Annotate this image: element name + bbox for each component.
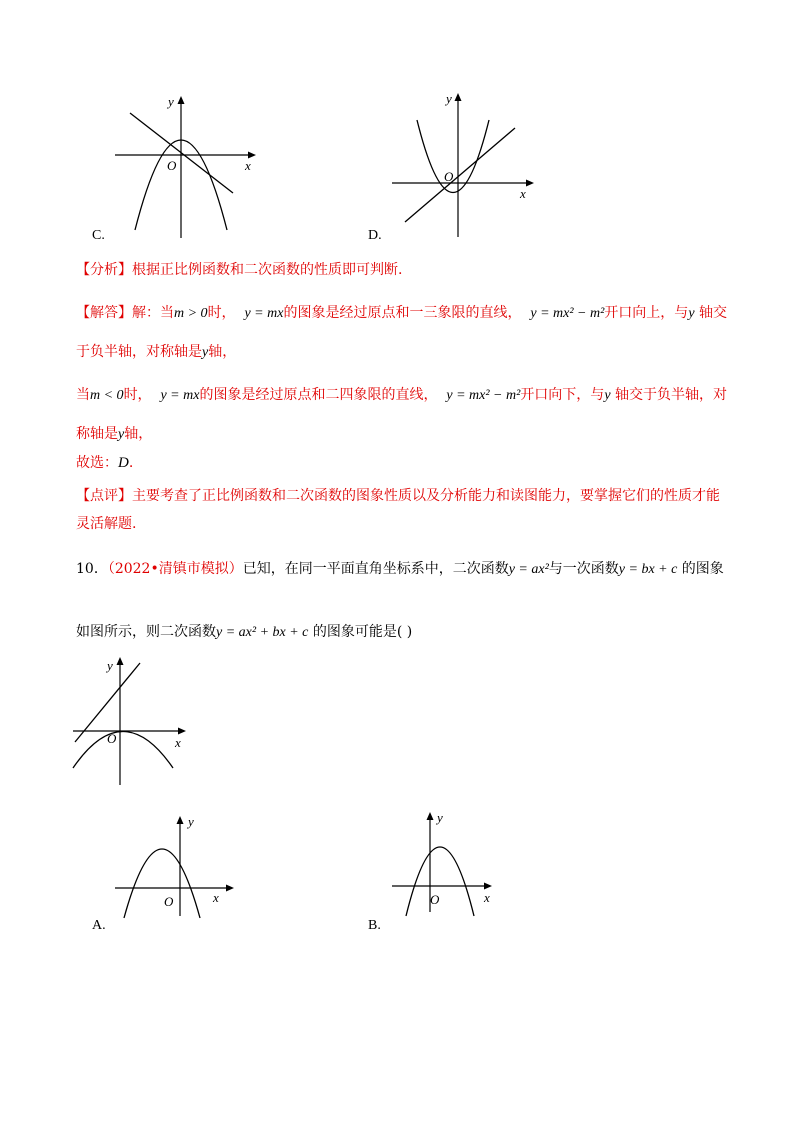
analysis-line [76, 259, 402, 279]
quadratic-equation: y = mx² − m² [530, 306, 605, 321]
y-variable: y [118, 427, 125, 442]
comment-text: 主要考查了正比例函数和二次函数的图象性质以及分析能力和读图能力，要掌握它们的性质才能 [132, 488, 720, 504]
solution-line-4 [76, 423, 152, 443]
solution-line-3 [76, 384, 727, 404]
q10-main-graph [65, 655, 205, 790]
y-variable: y [604, 388, 611, 403]
solution-text: 时， [207, 305, 236, 321]
quadratic-equation: y = ax² + bx + c [216, 625, 309, 640]
question-text: 已知，在同一平面直角坐标系中，二次函数 [242, 561, 509, 577]
graph-d-line [405, 128, 515, 222]
question-10-line-1 [76, 558, 724, 578]
question-10-line-2 [76, 621, 412, 641]
solution-tag: 【解答】 [76, 305, 132, 321]
solution-text: 开口向上，与 [604, 305, 689, 321]
question-text: 的图象可能是 [312, 624, 397, 640]
graph-d-y-label: y [446, 91, 452, 106]
solution-text: 轴交 [698, 305, 727, 321]
solution-text: 时， [123, 387, 152, 403]
quadratic-equation: y = ax² [508, 562, 549, 577]
graph-a-x-label: x [213, 890, 219, 905]
main-y-label: y [107, 658, 113, 673]
solution-text: 轴， [208, 344, 237, 360]
solution-text: 当 [76, 387, 90, 403]
graph-c-y-label: y [168, 94, 174, 109]
graph-c-option-label: C. [92, 228, 105, 243]
question-text: 如图所示，则二次函数 [76, 624, 216, 640]
graph-b-y-label: y [437, 810, 443, 825]
analysis-tag: 【分析】 [76, 262, 132, 278]
main-x-label: x [175, 735, 181, 750]
solution-text: 开口向下，与 [520, 387, 605, 403]
solution-text: 称轴是 [76, 426, 118, 442]
comment-text: 灵活解题. [76, 516, 137, 532]
solution-text: . [128, 455, 134, 471]
solution-text: 轴交于负半轴，对 [614, 387, 727, 403]
graph-a-origin: O [164, 894, 174, 909]
graph-b-option-label: B. [368, 918, 381, 933]
question-text: 与一次函数 [548, 561, 619, 577]
graph-a-option-label: A. [92, 918, 106, 933]
graph-d-option-label: D. [368, 228, 382, 243]
main-origin: O [107, 731, 117, 746]
analysis-text: 根据正比例函数和二次函数的性质即可判断. [132, 262, 403, 278]
graph-d-origin: O [444, 169, 454, 184]
condition-math: m > 0 [174, 306, 208, 321]
condition-math: m < 0 [90, 388, 124, 403]
graph-c [100, 90, 270, 250]
solution-text: 于负半轴，对称轴是 [76, 344, 202, 360]
graph-c-x-label: x [245, 158, 251, 173]
solution-text: 的图象是经过原点和一三象限的直线， [283, 305, 522, 321]
quadratic-equation: y = mx² − m² [446, 388, 521, 403]
graph-a-parabola [124, 849, 200, 918]
linear-equation: y = mx [160, 388, 200, 403]
graph-b-origin: O [430, 892, 440, 907]
answer-letter: D [118, 455, 129, 471]
solution-text: 故选： [76, 455, 118, 471]
y-variable: y [688, 306, 695, 321]
solution-text: 解：当 [132, 305, 174, 321]
linear-equation: y = bx + c [618, 562, 678, 577]
graph-a-y-label: y [188, 814, 194, 829]
main-parabola [73, 732, 173, 769]
answer-parentheses: ( ) [396, 624, 413, 640]
comment-line-1 [76, 485, 720, 505]
question-text: 的图象 [681, 561, 724, 577]
graph-b [388, 808, 518, 918]
question-source: （2022•清镇市模拟） [107, 561, 243, 577]
linear-equation: y = mx [244, 306, 284, 321]
comment-tag: 【点评】 [76, 488, 132, 504]
graph-d [380, 85, 550, 245]
question-number: 10． [76, 561, 108, 577]
solution-text: 轴， [124, 426, 153, 442]
solution-text: 的图象是经过原点和二四象限的直线， [199, 387, 438, 403]
solution-line-2 [76, 341, 236, 361]
graph-d-x-label: x [520, 186, 526, 201]
graph-b-parabola [406, 847, 474, 916]
comment-line-2 [76, 513, 136, 533]
graph-a [110, 812, 240, 922]
graph-c-origin: O [167, 158, 177, 173]
solution-line-5 [76, 452, 133, 472]
graph-b-x-label: x [484, 890, 490, 905]
y-variable: y [202, 345, 209, 360]
solution-line-1 [76, 302, 727, 322]
